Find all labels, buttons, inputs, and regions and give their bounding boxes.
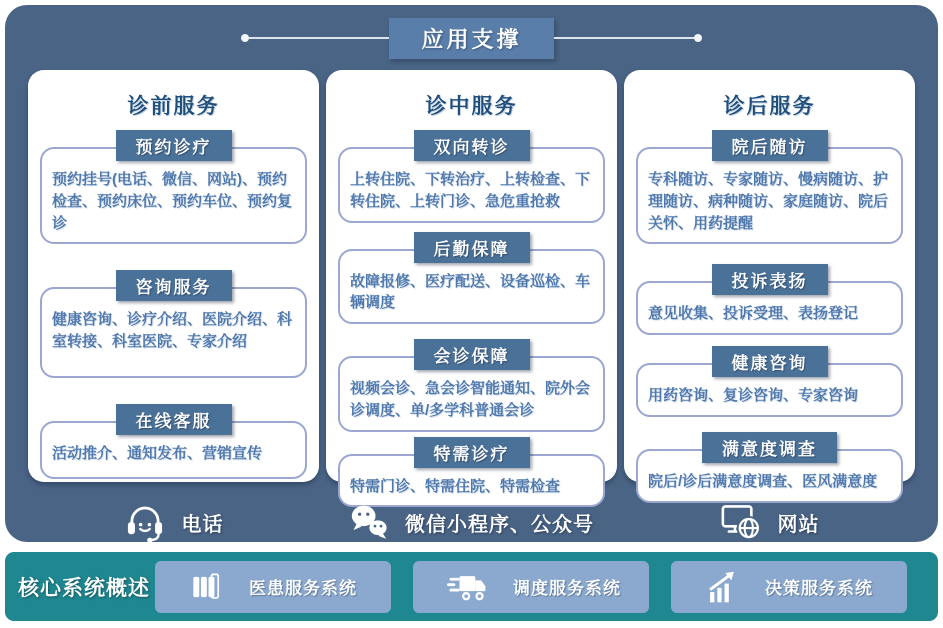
service-content: 意见收集、投诉受理、表扬登记	[636, 281, 903, 335]
truck-icon	[447, 571, 487, 603]
service-block	[338, 339, 605, 432]
service-badge: 预约诊疗	[116, 130, 232, 161]
line-right	[554, 37, 694, 39]
service-block	[338, 130, 605, 223]
headset-icon	[124, 500, 166, 544]
system-box-dispatch-service	[413, 561, 649, 613]
service-badge: 满意度调查	[702, 432, 837, 463]
service-block	[636, 130, 903, 244]
service-columns	[5, 58, 938, 495]
column-pre-diagnosis	[28, 70, 319, 482]
service-badge: 双向转诊	[414, 130, 530, 161]
system-label: 调度服务系统	[513, 579, 621, 598]
core-systems-title: 核心系统概述	[18, 576, 150, 600]
service-badge: 健康咨询	[712, 346, 828, 377]
service-content: 预约挂号(电话、微信、网站)、预约检查、预约床位、预约车位、预约复诊	[40, 147, 307, 244]
hospital-icon	[189, 571, 223, 603]
channel-phone	[28, 496, 319, 548]
service-block	[636, 264, 903, 335]
service-badge: 会诊保障	[414, 339, 530, 370]
column-post-diagnosis	[624, 70, 915, 490]
column-title: 诊前服务	[127, 95, 220, 118]
service-content: 用药咨询、复诊咨询、专家咨询	[636, 363, 903, 417]
service-content: 活动推介、通知发布、营销宣传	[40, 421, 307, 479]
channels-row	[5, 496, 938, 548]
line-dot-left	[241, 34, 249, 42]
service-block	[338, 232, 605, 325]
column-title: 诊后服务	[723, 95, 816, 118]
system-box-patient-service	[155, 561, 391, 613]
service-block	[40, 270, 307, 378]
service-block	[636, 432, 903, 503]
core-systems-bar	[5, 552, 938, 621]
service-badge: 院后随访	[712, 130, 828, 161]
service-badge: 特需诊疗	[414, 437, 530, 468]
service-content: 上转住院、下转治疗、上转检查、下转住院、上转门诊、急危重抢救	[338, 147, 605, 223]
service-block	[636, 346, 903, 417]
service-content: 健康咨询、诊疗介绍、医院介绍、科室转接、科室医院、专家介绍	[40, 287, 307, 378]
system-label: 医患服务系统	[249, 579, 357, 598]
website-icon	[720, 503, 762, 541]
channel-website	[624, 496, 915, 548]
system-label: 决策服务系统	[765, 579, 873, 598]
column-title: 诊中服务	[425, 95, 518, 118]
service-block	[40, 404, 307, 479]
chart-icon	[705, 570, 739, 604]
column-in-diagnosis	[326, 70, 617, 495]
line-left	[249, 37, 389, 39]
channel-label: 微信小程序、公众号	[405, 513, 594, 536]
channel-wechat	[326, 496, 617, 548]
wechat-icon	[349, 504, 389, 540]
page-title: 应用支撑	[389, 18, 553, 59]
service-content: 特需门诊、特需住院、特需检查	[338, 454, 605, 508]
service-block	[40, 130, 307, 244]
line-dot-right	[694, 34, 702, 42]
service-content: 故障报修、医疗配送、设备巡检、车辆调度	[338, 249, 605, 325]
service-content: 专科随访、专家随访、慢病随访、护理随访、病种随访、家庭随访、院后关怀、用药提醒	[636, 147, 903, 244]
channel-label: 电话	[181, 513, 224, 536]
service-content: 视频会诊、急会诊智能通知、院外会诊调度、单/多学科普通会诊	[338, 356, 605, 432]
service-badge: 后勤保障	[414, 232, 530, 263]
channel-label: 网站	[777, 513, 820, 536]
service-badge: 咨询服务	[116, 270, 232, 301]
service-content: 院后/诊后满意度调查、医风满意度	[636, 449, 903, 503]
service-badge: 投诉表扬	[712, 264, 828, 295]
system-box-decision-service	[671, 561, 907, 613]
service-badge: 在线客服	[116, 404, 232, 435]
header	[5, 18, 938, 58]
application-support-panel	[5, 5, 938, 542]
